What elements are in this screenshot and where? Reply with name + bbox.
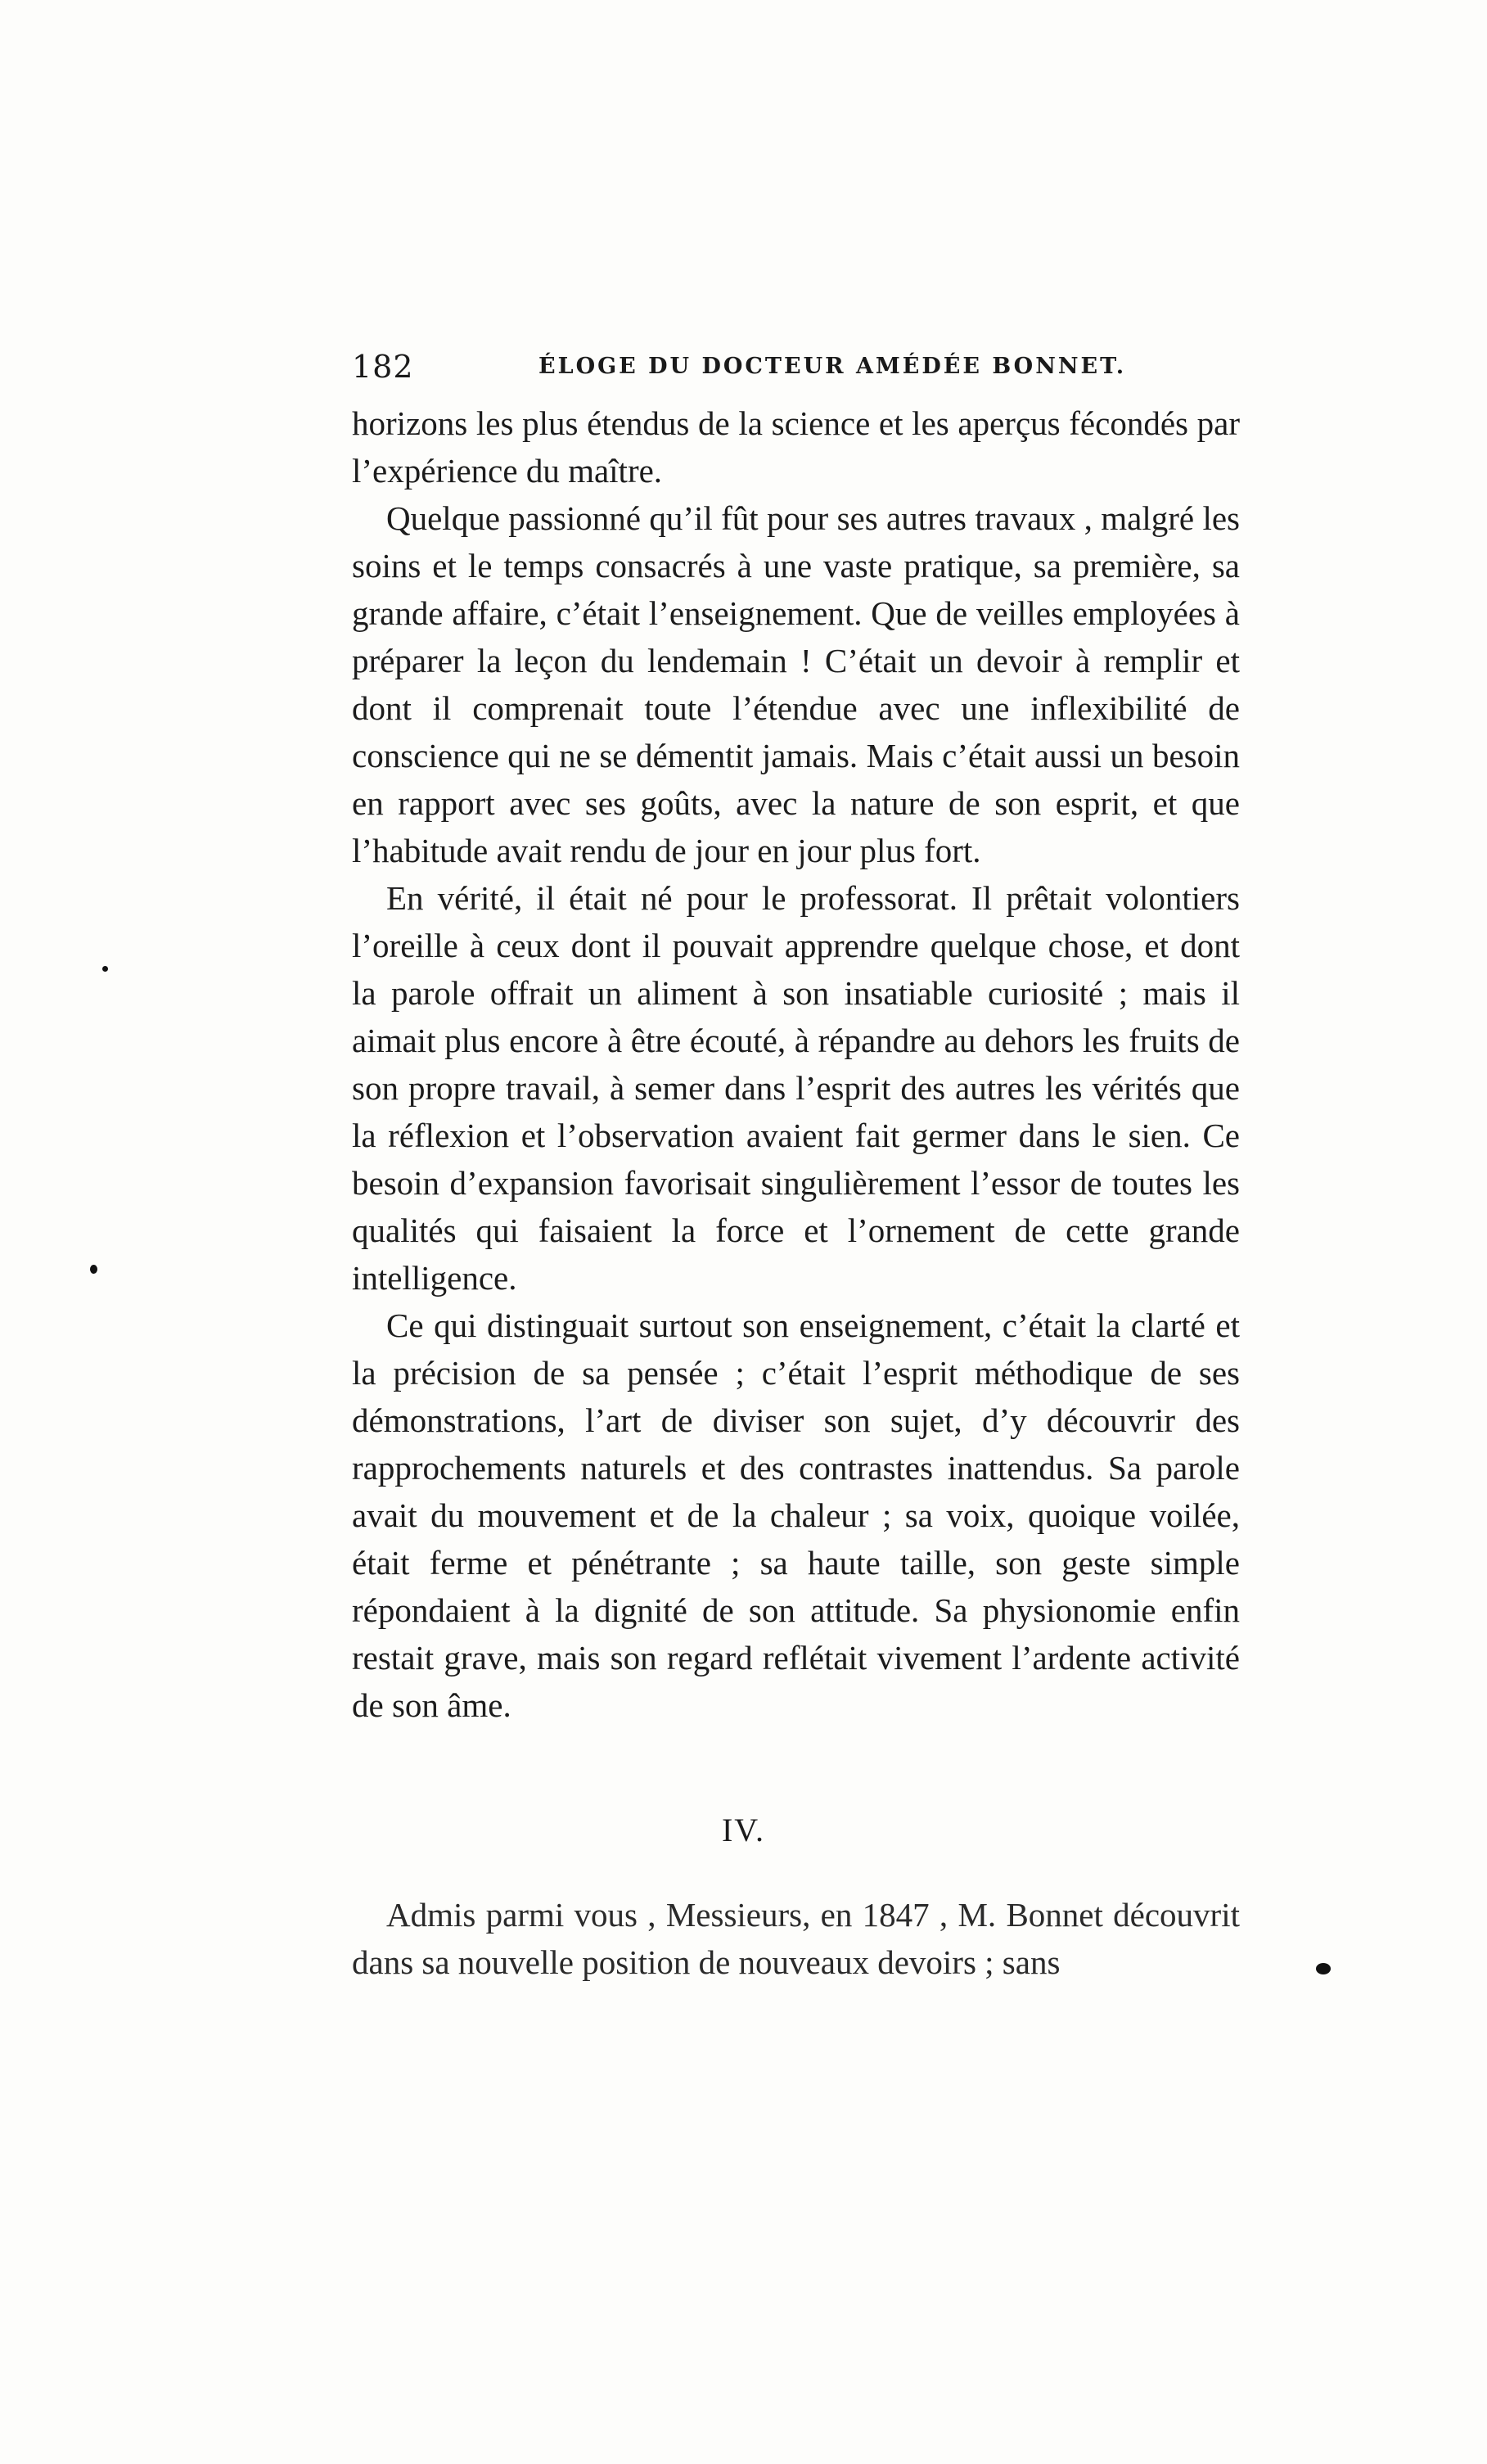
page-number: 182 (352, 349, 414, 385)
section-body-text (352, 1891, 1240, 1986)
section-heading: IV. (721, 1812, 766, 1848)
paragraph-admis: Admis parmi vous , Messieurs, en 1847 , M. Bonnet découvrit dans sa nouvelle position de nouveaux devoirs ; sans (352, 1896, 1240, 1981)
running-title: ÉLOGE DU DOCTEUR AMÉDÉE BONNET. (538, 354, 1127, 379)
paragraph-teaching: Quelque passionné qu’il fût pour ses autres travaux , malgré les soins et le temps consacrés à une vaste pratique, sa première, sa grande affaire, c’était l’enseignement. Que de veilles employées à préparer la leçon du lendemain ! C’était un devoir à remplir et dont il comprenait toute l’étendue avec une inflexibilité de conscience qui ne se démentit jamais. Mais c’était aussi un besoin en rapport avec ses goûts, avec la nature de son esprit, et que l’habitude avait rendu de jour en jour plus fort. (352, 499, 1240, 869)
paragraph-professorat: En vérité, il était né pour le professorat. Il prêtait volontiers l’oreille à ceux dont il pouvait apprendre quelque chose, et dont la parole offrait un aliment à son insatiable curiosité ; mais il aimait plus encore à être écouté, à répandre au dehors les fruits de son propre travail, à semer dans l’esprit des autres les vérités que la réflexion et l’observation avaient fait germer dans le sien. Ce besoin d’expansion favorisait singulièrement l’essor de toutes les qualités qui faisaient la force et l’ornement de cette grande intelligence. (352, 879, 1240, 1297)
paragraph-continuation: horizons les plus étendus de la science et les aperçus fécondés par l’expérience du maître. (352, 404, 1240, 490)
paragraph-enseignement: Ce qui distinguait surtout son enseignement, c’était la clarté et la précision de sa pensée ; c’était l’esprit méthodique de ses démonstrations, l’art de diviser son sujet, d’y découvrir des rapprochements naturels et des contrastes inattendus. Sa parole avait du mouvement et de la chaleur ; sa voix, quoique voilée, était ferme et pénétrante ; sa haute taille, son geste simple répondaient à la dignité de son attitude. Sa physionomie enfin restait grave, mais son regard reflétait vivement l’ardente activité de son âme. (352, 1306, 1240, 1724)
page-header (352, 342, 1203, 391)
ink-speck (1316, 1963, 1331, 1974)
ink-speck (90, 1265, 97, 1274)
body-text (352, 399, 1240, 1729)
ink-speck (102, 966, 108, 972)
